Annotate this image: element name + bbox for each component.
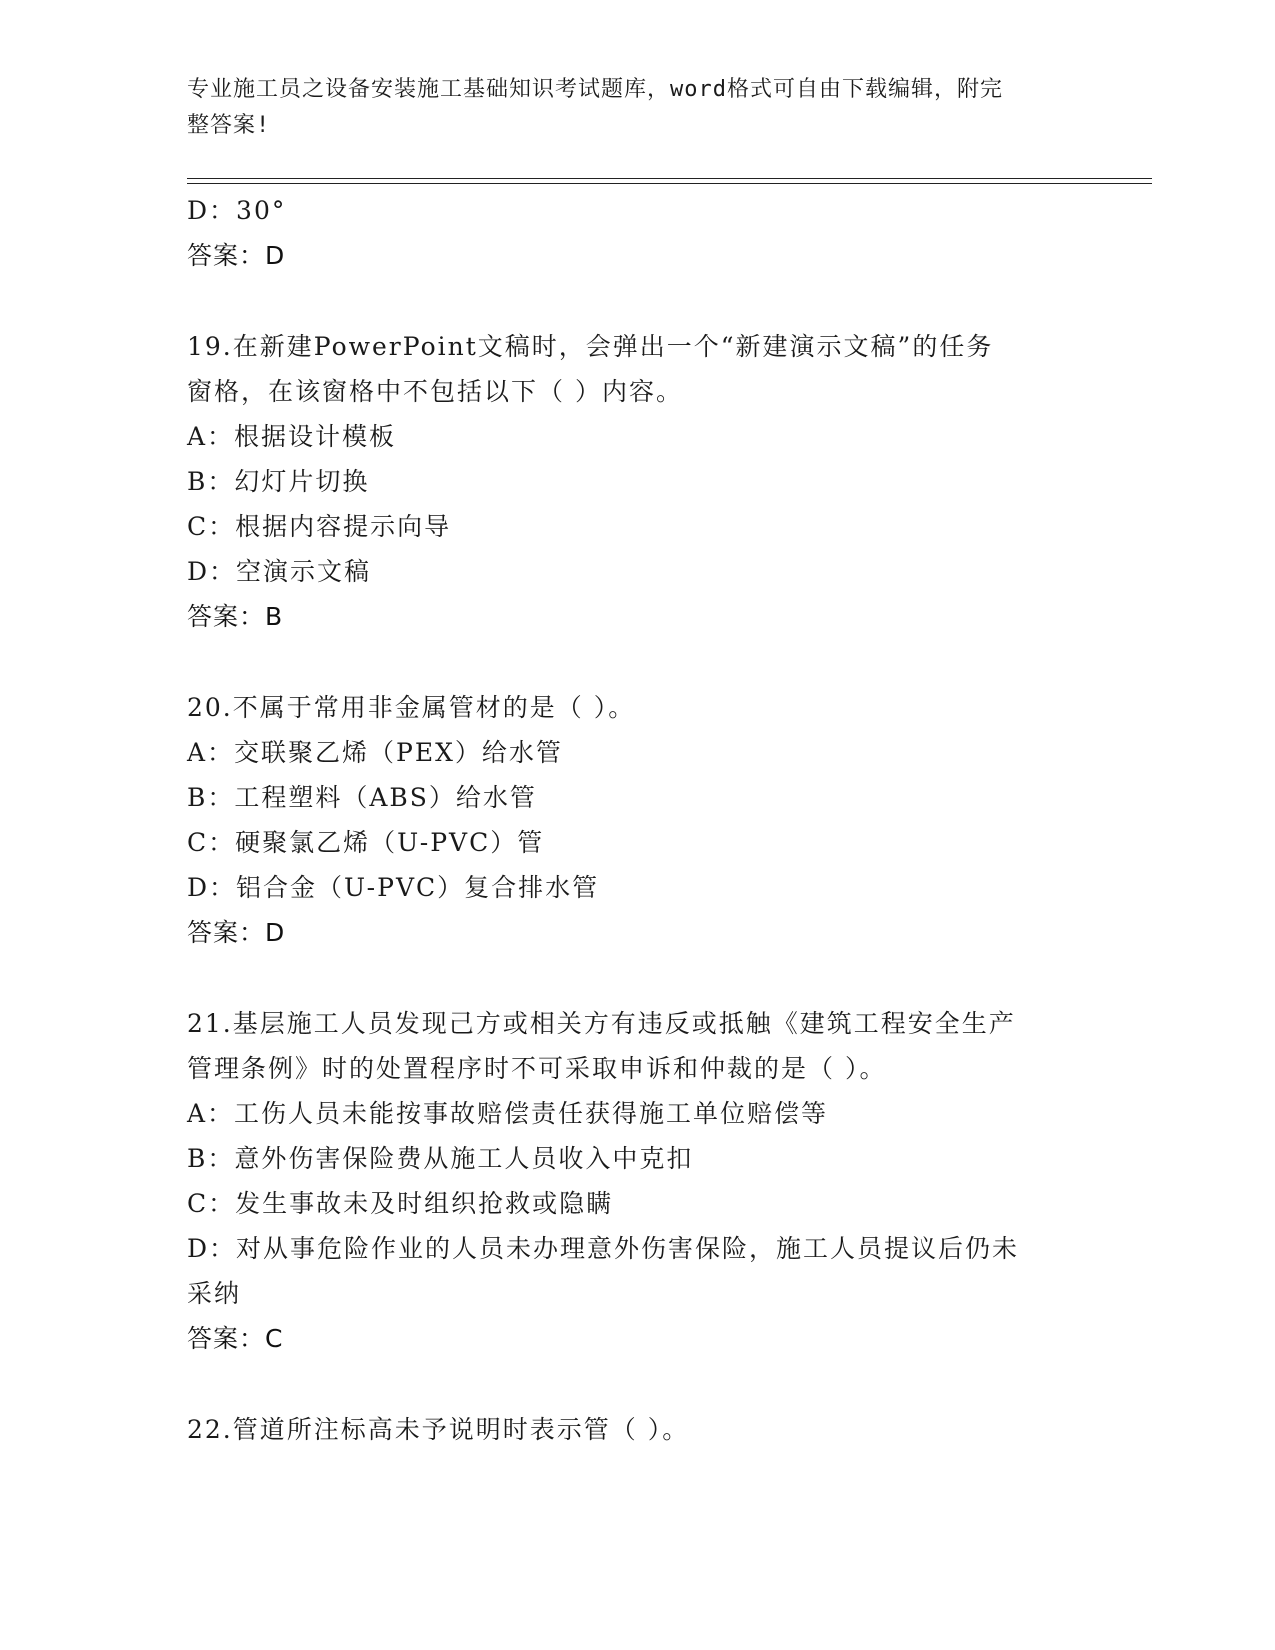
answer-line: 答案：D — [187, 241, 286, 270]
document-body — [187, 188, 1087, 1452]
option-d: D：30° — [187, 196, 287, 225]
header-line-1: 专业施工员之设备安装施工基础知识考试题库，word格式可自由下载编辑，附完 — [187, 77, 1003, 102]
question-stem-line: 窗格，在该窗格中不包括以下（ ）内容。 — [187, 377, 683, 406]
option-a: A：根据设计模板 — [187, 422, 397, 451]
document-header — [187, 72, 1067, 144]
option-b: B：幻灯片切换 — [187, 467, 370, 496]
header-divider-bottom — [187, 183, 1152, 184]
header-divider-top — [187, 178, 1152, 179]
question-stem-line: 19.在新建PowerPoint文稿时，会弹出一个“新建演示文稿”的任务 — [187, 332, 994, 361]
option-c: C：发生事故未及时组织抢救或隐瞒 — [187, 1189, 614, 1218]
option-b: B：工程塑料（ABS）给水管 — [187, 783, 537, 812]
header-line-2: 整答案! — [187, 113, 271, 138]
option-d: D：空演示文稿 — [187, 557, 372, 586]
question-22-stem — [187, 1407, 1067, 1452]
answer-line: 答案：D — [187, 918, 286, 947]
option-b: B：意外伤害保险费从施工人员收入中克扣 — [187, 1144, 694, 1173]
question-20-stem — [187, 685, 1067, 730]
question-stem-line: 管理条例》时的处置程序时不可采取申诉和仲裁的是（ ）。 — [187, 1054, 887, 1083]
answer-line: 答案：C — [187, 1324, 284, 1353]
option-d: D：对从事危险作业的人员未办理意外伤害保险，施工人员提议后仍未 — [187, 1234, 1020, 1263]
spacer — [187, 640, 1087, 685]
spacer — [187, 1362, 1087, 1407]
option-a: A：工伤人员未能按事故赔偿责任获得施工单位赔偿等 — [187, 1099, 829, 1128]
spacer — [187, 956, 1087, 1001]
question-stem-line: 21.基层施工人员发现己方或相关方有违反或抵触《建筑工程安全生产 — [187, 1009, 1016, 1038]
option-d: D：铝合金（U-PVC）复合排水管 — [187, 873, 600, 902]
answer-line: 答案：B — [187, 602, 284, 631]
option-a: A：交联聚乙烯（PEX）给水管 — [187, 738, 563, 767]
question-21-stem — [187, 1001, 1067, 1091]
option-c: C：根据内容提示向导 — [187, 512, 452, 541]
question-19-stem — [187, 324, 1067, 414]
question-stem-line: 20.不属于常用非金属管材的是（ ）。 — [187, 693, 636, 722]
option-c: C：硬聚氯乙烯（U-PVC）管 — [187, 828, 545, 857]
option-d-continuation: 采纳 — [187, 1279, 242, 1308]
question-stem-line: 22.管道所注标高未予说明时表示管（ ）。 — [187, 1415, 690, 1444]
spacer — [187, 279, 1087, 324]
